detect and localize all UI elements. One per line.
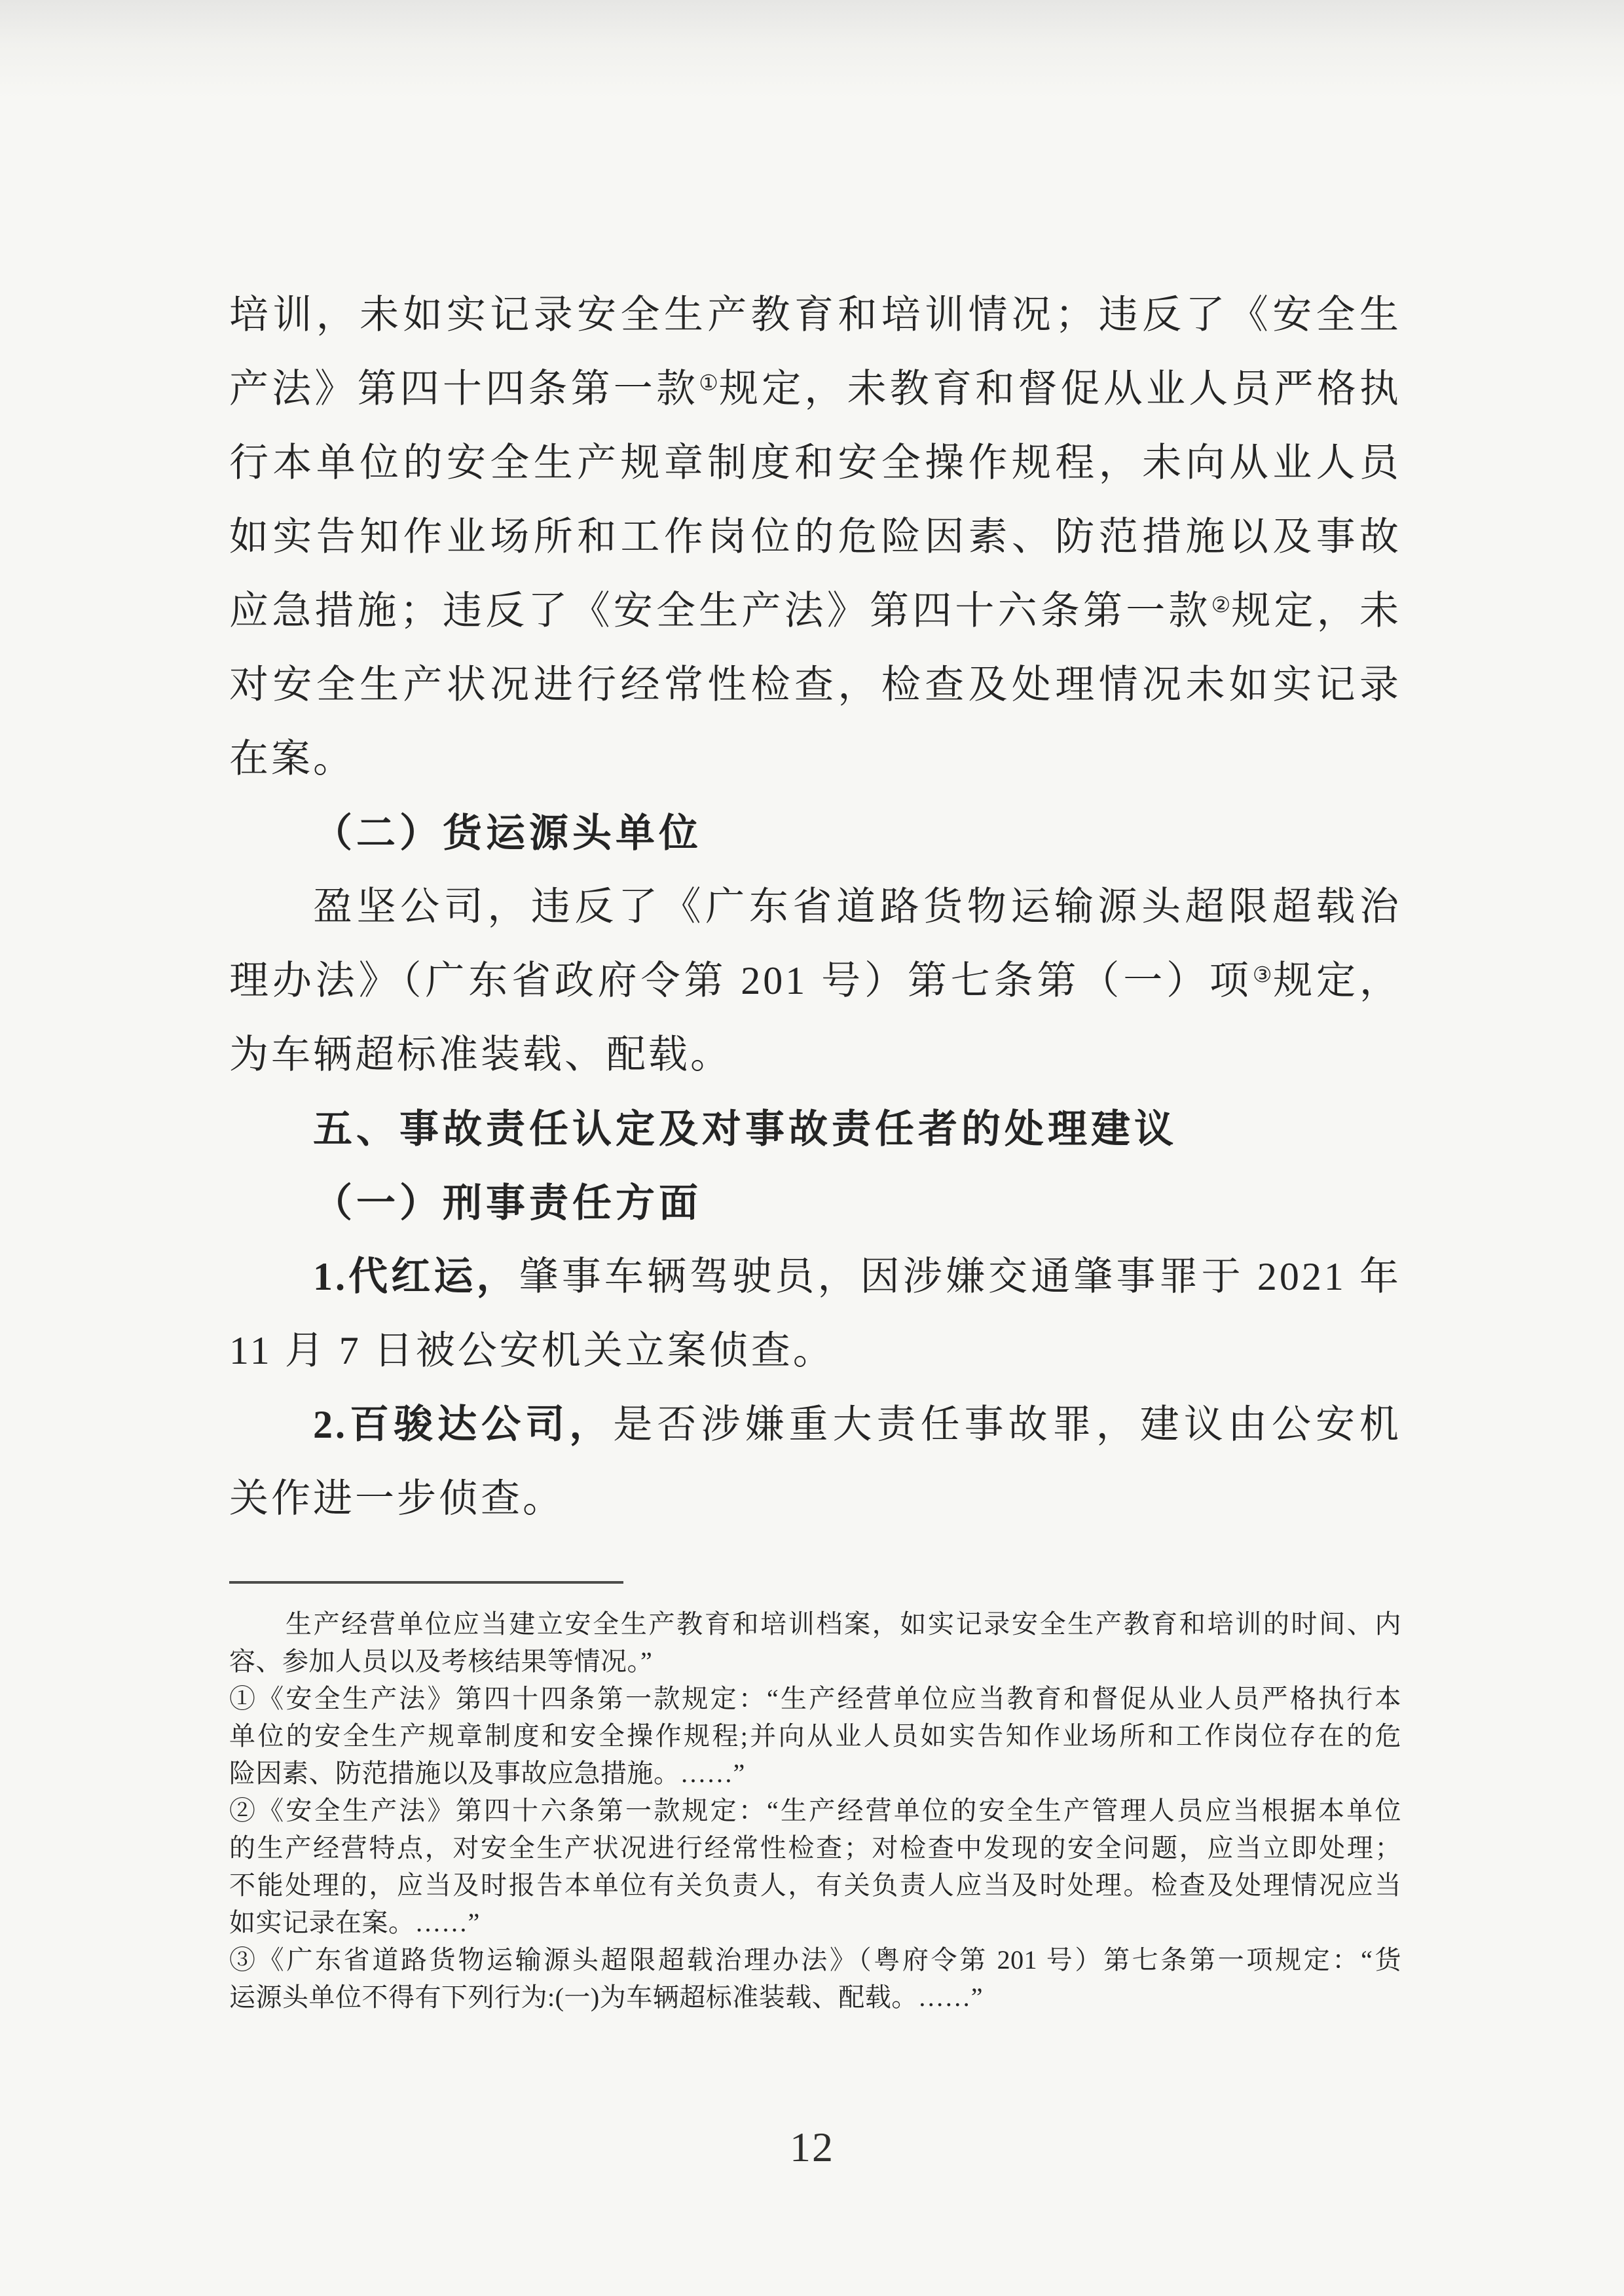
text-run: 理办法》（广东省政府令第 201 号）第七条第（一）项 <box>229 959 1253 1002</box>
text-line <box>229 1755 1401 1792</box>
text-run: 关作进一步侦查。 <box>229 1477 564 1520</box>
footnote-ref-marker: ① <box>699 372 719 395</box>
text-run: 为车辆超标准装载、配载。 <box>229 1033 732 1076</box>
text-run: 规定，未 <box>1231 589 1402 632</box>
text-run: 盈坚公司，违反了《广东省道路货物运输源头超限超载治 <box>313 885 1401 928</box>
footnote-block <box>229 1605 1401 2016</box>
text-line <box>229 1941 1401 1978</box>
text-run: 运源头单位不得有下列行为:(一)为车辆超标准装载、配载。……” <box>229 1982 984 2012</box>
text-run: 生产经营单位应当建立安全生产教育和培训档案，如实记录安全生产教育和培训的时间、内 <box>286 1609 1401 1639</box>
text-run: ③《广东省道路货物运输源头超限超载治理办法》（粤府令第 201 号）第七条第一项规定：“货 <box>229 1945 1401 1975</box>
text-run: 容、参加人员以及考核结果等情况。” <box>229 1647 653 1676</box>
para-baijunda-company <box>229 1388 1401 1536</box>
text-run: 2.百骏达公司， <box>313 1403 614 1446</box>
text-line <box>229 1829 1401 1867</box>
text-line <box>229 796 1401 870</box>
text-line <box>229 648 1401 722</box>
text-run: 产法》第四十四条第一款 <box>229 367 699 410</box>
text-line <box>229 1792 1401 1829</box>
text-line <box>229 1867 1401 1904</box>
text-line <box>229 1643 1401 1680</box>
text-line <box>229 574 1401 648</box>
text-line <box>229 870 1401 944</box>
text-run: 行本单位的安全生产规章制度和安全操作规程，未向从业人员 <box>229 441 1401 484</box>
text-run: 的生产经营特点，对安全生产状况进行经常性检查；对检查中发现的安全问题，应当立即处理； <box>229 1833 1401 1863</box>
text-run: 险因素、防范措施以及事故应急措施。……” <box>229 1758 745 1788</box>
para-yingjian-company <box>229 870 1401 1092</box>
text-run: 在案。 <box>229 737 355 780</box>
footnote-separator <box>229 1581 623 1584</box>
text-run: ①《安全生产法》第四十四条第一款规定：“生产经营单位应当教育和督促从业人员严格执行本 <box>229 1684 1401 1713</box>
text-run: 不能处理的，应当及时报告本单位有关负责人，有关负责人应当及时处理。检查及处理情况应当 <box>229 1870 1401 1900</box>
body-text <box>229 278 1401 1536</box>
text-run: 单位的安全生产规章制度和安全操作规程;并向从业人员如实告知作业场所和工作岗位存在的危 <box>229 1721 1401 1751</box>
text-run: 1.代红运， <box>313 1255 519 1298</box>
text-line <box>229 278 1401 352</box>
text-run: 五、事故责任认定及对事故责任者的处理建议 <box>313 1107 1177 1151</box>
text-run: （二）货运源头单位 <box>313 811 702 855</box>
footnote-ref-marker: ③ <box>1252 964 1274 987</box>
text-run: 如实告知作业场所和工作岗位的危险因素、防范措施以及事故 <box>229 515 1401 558</box>
para-dai-hongyun <box>229 1240 1401 1388</box>
text-run: 培训，未如实记录安全生产教育和培训情况；违反了《安全生 <box>229 293 1401 337</box>
text-line <box>229 722 1401 796</box>
text-line <box>229 426 1401 500</box>
text-line <box>229 1680 1401 1717</box>
text-line <box>229 1166 1401 1240</box>
scan-artifact-band <box>0 0 1624 98</box>
text-line <box>229 1388 1401 1462</box>
text-run: 规定， <box>1273 959 1401 1002</box>
text-run: 肇事车辆驾驶员，因涉嫌交通肇事罪于 2021 年 <box>519 1255 1401 1298</box>
text-line <box>229 352 1401 426</box>
text-line <box>229 1018 1401 1092</box>
text-line <box>229 1904 1401 1941</box>
footnotes <box>229 1605 1401 2016</box>
heading-freight-source-unit <box>229 796 1401 870</box>
text-line <box>229 1462 1401 1536</box>
text-line <box>229 1717 1401 1755</box>
text-run: ②《安全生产法》第四十六条第一款规定：“生产经营单位的安全生产管理人员应当根据本单位 <box>229 1796 1401 1825</box>
text-run: 规定，未教育和督促从业人员严格执 <box>719 367 1402 410</box>
text-line <box>229 1092 1401 1166</box>
heading-section-five-responsibility <box>229 1092 1401 1166</box>
footnote-ref-marker: ② <box>1211 594 1232 617</box>
text-line <box>229 1240 1401 1314</box>
heading-criminal-liability <box>229 1166 1401 1240</box>
text-run: 应急措施；违反了《安全生产法》第四十六条第一款 <box>229 589 1211 632</box>
text-line <box>229 1314 1401 1388</box>
text-line <box>229 1978 1401 2016</box>
text-run: 是否涉嫌重大责任事故罪，建议由公安机 <box>613 1403 1402 1446</box>
text-line <box>229 1605 1401 1643</box>
page-number: 12 <box>790 2124 834 2170</box>
text-run: 如实记录在案。……” <box>229 1908 480 1937</box>
text-run: （一）刑事责任方面 <box>313 1181 702 1225</box>
text-line <box>229 944 1401 1018</box>
text-run: 11 月 7 日被公安机关立案侦查。 <box>229 1329 835 1372</box>
para-training-violations <box>229 278 1401 796</box>
text-line <box>229 500 1401 574</box>
text-run: 对安全生产状况进行经常性检查，检查及处理情况未如实记录 <box>229 663 1401 706</box>
